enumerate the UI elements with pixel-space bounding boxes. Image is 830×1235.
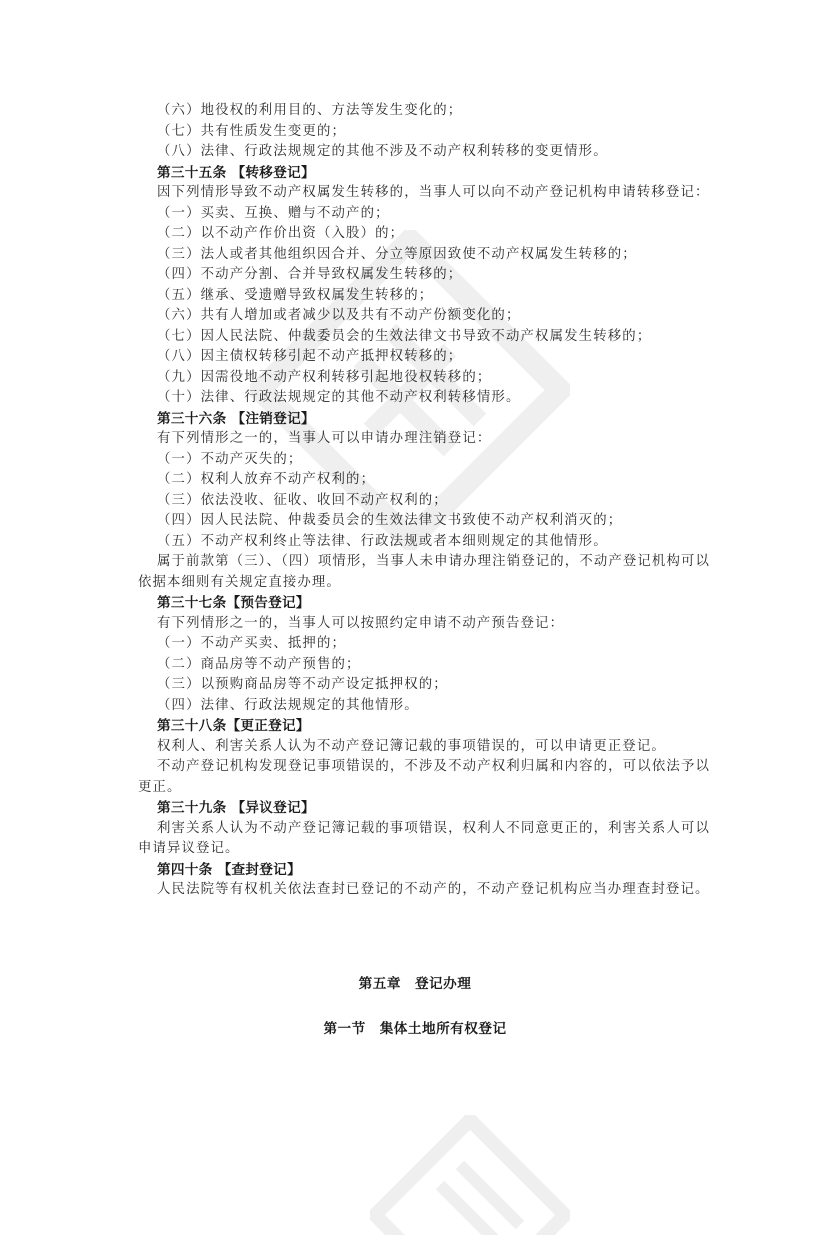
list-item: （八）法律、行政法规规定的其他不涉及不动产权利转移的变更情形。	[157, 144, 608, 159]
list-item: （五）继承、受遗赠导致权属发生转移的；	[157, 287, 434, 303]
paragraph: 属于前款第（三）、（四）项情形，当事人未申请办理注销登记的，不动产登记机构可以依据本细则有关规定直接办理。	[138, 554, 710, 590]
list-item: （七）因人民法院、仲裁委员会的生效法律文书导致不动产权属发生转移的；	[157, 328, 652, 344]
list-item: （三）法人或者其他组织因合并、分立等原因致使不动产权属发生转移的；	[157, 246, 637, 262]
list-item: （五）不动产权利终止等法律、行政法规或者本细则规定的其他情形。	[157, 533, 608, 549]
list-item: （九）因需役地不动产权利转移引起地役权转移的；	[157, 369, 492, 385]
article-heading-35: 第三十五条 【转移登记】	[157, 164, 315, 181]
article-intro: 有下列情形之一的，当事人可以按照约定申请不动产预告登记：	[157, 615, 565, 631]
list-item: （二）商品房等不动产预售的；	[157, 656, 361, 672]
article-heading-36: 第三十六条 【注销登记】	[157, 410, 315, 427]
list-item: （四）法律、行政法规规定的其他情形。	[157, 697, 419, 713]
list-item: （一）不动产买卖、抵押的；	[157, 636, 347, 651]
list-item: （三）依法没收、征收、收回不动产权利的；	[157, 492, 448, 508]
list-item: （六）地役权的利用目的、方法等发生变化的；	[157, 103, 463, 118]
article-heading-37: 第三十七条【预告登记】	[157, 595, 310, 611]
list-item: （四）不动产分割、合并导致权属发生转移的；	[157, 267, 463, 282]
document-body	[138, 101, 710, 901]
section-title	[0, 1017, 830, 1037]
article-intro: 因下列情形导致不动产权属发生转移的，当事人可以向不动产登记机构申请转移登记：	[157, 185, 710, 200]
list-item: （四）因人民法院、仲裁委员会的生效法律文书致使不动产权利消灭的；	[157, 513, 623, 528]
list-item: （一）不动产灭失的；	[157, 451, 303, 467]
list-item: （三）以预购商品房等不动产设定抵押权的；	[157, 677, 448, 692]
paragraph: 利害关系人认为不动产登记簿记载的事项错误，权利人不同意更正的，利害关系人可以申请异议登记。	[138, 820, 710, 856]
paragraph: 权利人、利害关系人认为不动产登记簿记载的事项错误的，可以申请更正登记。	[157, 738, 666, 754]
list-item: （十）法律、行政法规规定的其他不动产权利转移情形。	[157, 390, 521, 405]
paragraph: 不动产登记机构发现登记事项错误的，不涉及不动产权利归属和内容的，可以依法予以更正。	[138, 759, 710, 795]
section-name: 集体土地所有权登记	[379, 1021, 507, 1037]
paragraph: 人民法院等有权机关依法查封已登记的不动产的，不动产登记机构应当办理查封登记。	[157, 882, 710, 897]
chapter-number: 第五章	[358, 976, 401, 992]
article-heading-38: 第三十八条【更正登记】	[157, 718, 310, 734]
watermark-logo-icon	[370, 1115, 570, 1235]
article-intro: 有下列情形之一的，当事人可以申请办理注销登记：	[157, 431, 492, 446]
chapter-name: 登记办理	[414, 976, 472, 992]
list-item: （八）因主债权转移引起不动产抵押权转移的；	[157, 349, 463, 364]
list-item: （二）权利人放弃不动产权利的；	[157, 472, 376, 487]
list-item: （六）共有人增加或者减少以及共有不动产份额变化的；	[157, 308, 521, 323]
article-heading-40: 第四十条 【查封登记】	[157, 861, 301, 878]
chapter-title	[0, 972, 830, 992]
list-item: （二）以不动产作价出资（入股）的；	[157, 226, 405, 241]
section-number: 第一节	[323, 1021, 366, 1037]
list-item: （七）共有性质发生变更的；	[157, 123, 347, 139]
list-item: （一）买卖、互换、赠与不动产的；	[157, 205, 390, 221]
article-heading-39: 第三十九条 【异议登记】	[157, 800, 315, 816]
